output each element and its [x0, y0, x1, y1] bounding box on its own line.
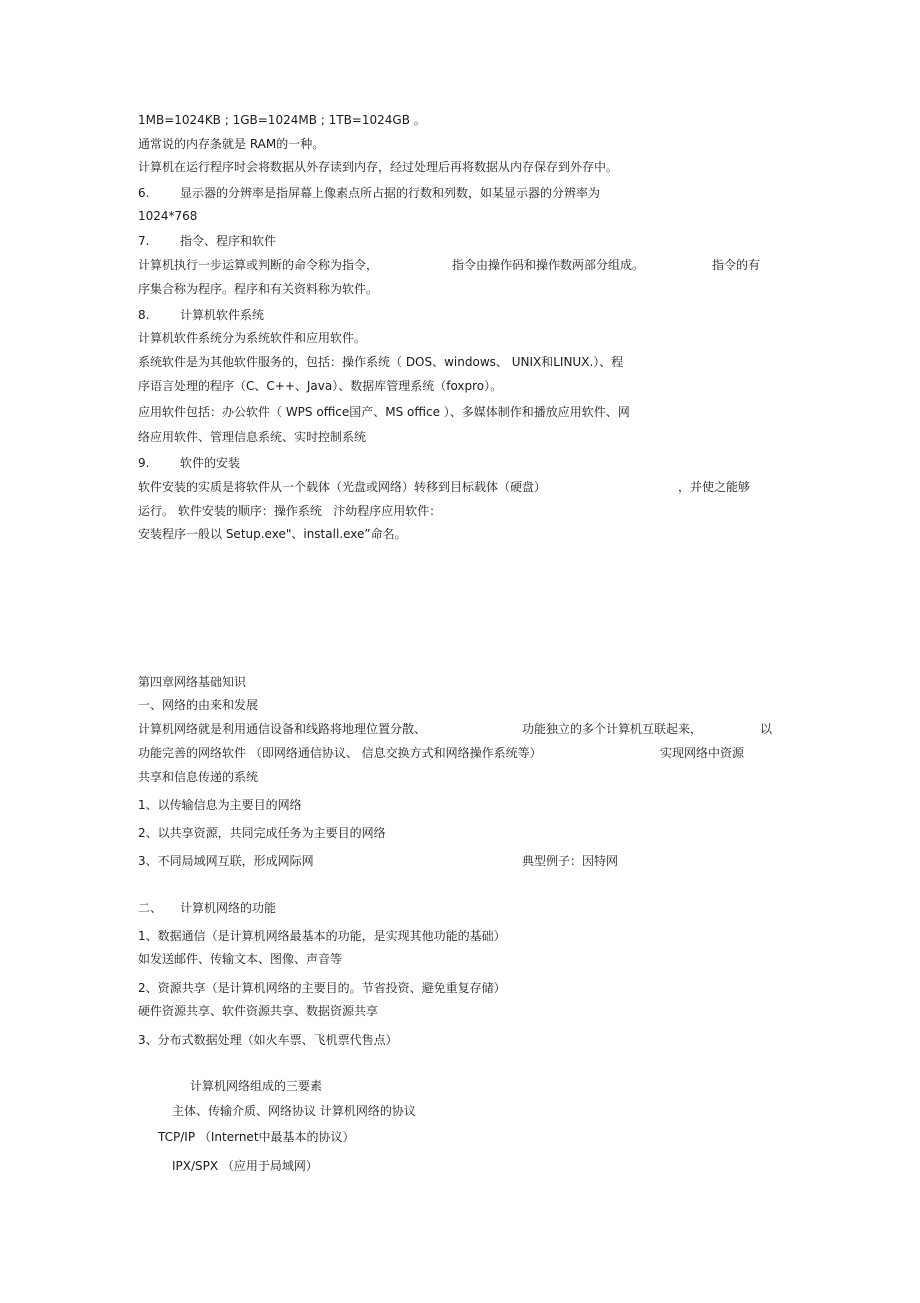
item-8-title: 计算机软件系统 — [180, 308, 265, 322]
section-2-list-item-3: 3、分布式数据处理（如火车票、飞机票代售点） — [138, 1033, 398, 1047]
section-1-list-item-3: 3、不同局域网互联，形成网际网 — [138, 854, 314, 868]
section-1-paragraph-2b: 实现网络中资源 — [660, 746, 745, 760]
item-9-paragraph-a: 软件安装的实质是将软件从一个载体（光盘或网络）转移到目标载体（硬盘） — [138, 480, 547, 494]
section-2-title: 计算机网络的功能 — [180, 901, 277, 915]
section-2-number: 二、 — [138, 901, 163, 915]
section-3-title: 计算机网络组成的三要素 — [190, 1079, 323, 1093]
section-1-list-item-1: 1、以传输信息为主要目的网络 — [138, 798, 302, 812]
item-7-paragraph-a: 计算机执行一步运算或判断的命令称为指令， — [138, 258, 379, 272]
section-2-list-item-2-detail: 硬件资源共享、软件资源共享、数据资源共享 — [138, 1004, 379, 1018]
item-6-text: 显示器的分辨率是指屏幕上像素点所占据的行数和列数，如某显示器的分辨率为 — [180, 186, 601, 200]
section-2-list-item-1-detail: 如发送邮件、传输文本、图像、声音等 — [138, 952, 343, 966]
memory-flow-line: 计算机在运行程序时会将数据从外存读到内存，经过处理后再将数据从内存保存到外存中。 — [138, 160, 619, 174]
item-9-paragraph-3: 安装程序一般以 Setup.exe"、install.exe”命名。 — [138, 527, 407, 541]
section-2-list-item-2: 2、资源共享（是计算机网络的主要目的。节省投资、避免重复存储） — [138, 981, 506, 995]
item-6-number: 6. — [138, 186, 150, 200]
section-3-elements-line: 主体、传输介质、网络协议 计算机网络的协议 — [172, 1104, 416, 1118]
item-8-paragraph-2: 系统软件是为其他软件服务的，包括：操作系统（ DOS、windows、 UNIX和LINUX.）、程 — [138, 355, 624, 369]
section-1-paragraph-2a: 功能完善的网络软件 （即网络通信协议、 信息交换方式和网络操作系统等） — [138, 746, 542, 760]
protocol-ipx-spx: IPX/SPX （应用于局域网） — [172, 1159, 318, 1173]
section-1-list-item-3-example: 典型例子：因特网 — [522, 854, 619, 868]
section-1-paragraph-a: 计算机网络就是利用通信设备和线路将地理位置分散、 — [138, 722, 427, 736]
item-6-value: 1024*768 — [138, 209, 198, 223]
item-9-paragraph-b: ，并使之能够 — [678, 480, 751, 494]
ram-line: 通常说的内存条就是 RAM的一种。 — [138, 137, 325, 151]
item-7-paragraph-c: 指令的有 — [712, 258, 761, 272]
section-1-paragraph-3: 共享和信息传递的系统 — [138, 770, 259, 784]
item-9-paragraph-2: 运行。 软件安装的顺序：操作系统 汴幼程序应用软件： — [138, 504, 442, 518]
item-7-number: 7. — [138, 234, 150, 248]
item-8-number: 8. — [138, 308, 150, 322]
chapter-title: 第四章网络基础知识 — [138, 675, 247, 689]
item-7-paragraph-b: 指令由操作码和操作数两部分组成。 — [452, 258, 645, 272]
item-9-number: 9. — [138, 456, 150, 470]
units-line: 1MB=1024KB ; 1GB=1024MB ; 1TB=1024GB 。 — [138, 113, 426, 127]
item-9-title: 软件的安装 — [180, 456, 241, 470]
section-2-list-item-1: 1、数据通信（是计算机网络最基本的功能，是实现其他功能的基础） — [138, 929, 506, 943]
item-7-paragraph-2: 序集合称为程序。程序和有关资料称为软件。 — [138, 282, 379, 296]
item-8-paragraph-3: 序语言处理的程序（C、C++、Java）、数据库管理系统（foxpro）。 — [138, 379, 503, 393]
section-1-paragraph-b: 功能独立的多个计算机互联起来， — [522, 722, 703, 736]
item-7-title: 指令、程序和软件 — [180, 234, 277, 248]
item-8-paragraph-5: 络应用软件、管理信息系统、实时控制系统 — [138, 430, 367, 444]
protocol-tcp-ip: TCP/IP （Internet中最基本的协议） — [158, 1130, 355, 1144]
item-8-paragraph-1: 计算机软件系统分为系统软件和应用软件。 — [138, 331, 367, 345]
item-8-paragraph-4: 应用软件包括：办公软件（ WPS office国产、MS office ）、多媒体制作和播放应用软件、网 — [138, 405, 630, 419]
section-1-title: 一、网络的由来和发展 — [138, 698, 259, 712]
section-1-paragraph-c: 以 — [760, 722, 773, 736]
section-1-list-item-2: 2、以共享资源，共同完成任务为主要目的网络 — [138, 826, 386, 840]
